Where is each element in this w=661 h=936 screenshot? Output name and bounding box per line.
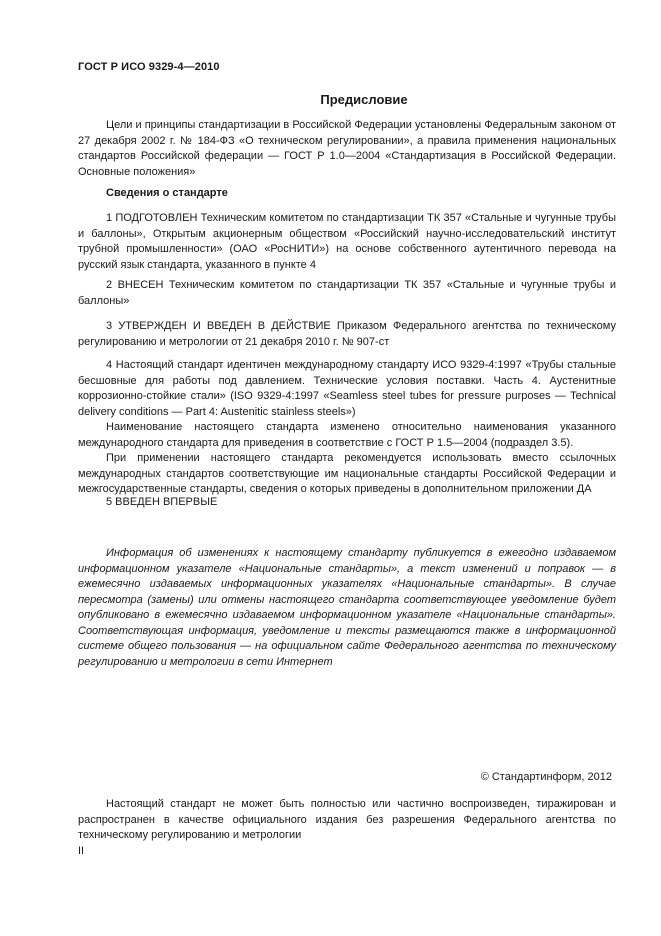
reproduction-rights [78, 797, 616, 844]
page-number: II [78, 845, 85, 857]
reproduction-rights-text: Настоящий стандарт не может быть полностью или частично воспроизведен, тиражирован и распространен в качестве официального издания без разрешения Федерального агентства по техническому регулированию и метрологии [78, 798, 616, 841]
standard-info-item-5-text: 5 ВВЕДЕН ВПЕРВЫЕ [106, 496, 218, 508]
standard-info-name-note: Наименование настоящего стандарта изменено относительно наименования указанного международного стандарта для приведения в соответствие с ГОСТ Р 1.5—2004 (подраздел 3.5). [78, 421, 616, 449]
foreword-intro-text: Цели и принципы стандартизации в Российской Федерации установлены Федеральным законом от 27 декабря 2002 г. № 184-ФЗ «О техническом регулировании», а правила применения национальных стандартов Российской федерации — ГОСТ Р 1.0—2004 «Стандартизация в Российской Федерации. Основные положения» [78, 119, 616, 178]
standard-info-item-1-text: 1 ПОДГОТОВЛЕН Техническим комитетом по стандартизации ТК 357 «Стальные и чугунные трубы и баллоны», Открытым акционерным обществом «Российский научно-исследовательский институт трубной промышленности» (ОАО «РосНИТИ») на основе собственного аутентичного перевода на русский язык стандарта, указанного в пункте 4 [78, 212, 616, 271]
standard-info-item-1 [78, 211, 616, 273]
foreword-title: Предисловие [320, 92, 408, 107]
copyright-line: © Стандартинформ, 2012 [480, 771, 612, 783]
standard-info-references-note: При применении настоящего стандарта рекомендуется использовать вместо ссылочных международных стандартов соответствующие им национальные стандарты Российской Федерации и межгосударственные стандарты, сведения о которых приведены в дополнительном приложении ДА [78, 452, 616, 495]
standard-info-item-3 [78, 319, 616, 350]
standard-info-item-4 [78, 358, 616, 498]
standard-info-item-4-text: 4 Настоящий стандарт идентичен международному стандарту ИСО 9329-4:1997 «Трубы стальные бесшовные для работы под давлением. Технические условия поставки. Часть 4. Аустенитные коррозионно-стойкие стали» (ISO 9329-4:1997 «Seamless steel tubes for pressure purposes — Technical delivery conditions — Part 4: Austenitic stainless steels») [78, 359, 616, 418]
standard-info-heading: Сведения о стандарте [106, 187, 228, 199]
foreword-intro [78, 118, 616, 180]
standard-info-item-2-text: 2 ВНЕСЕН Техническим комитетом по стандартизации ТК 357 «Стальные и чугунные трубы и баллоны» [78, 279, 616, 307]
standard-info-item-2 [78, 278, 616, 309]
standard-info-item-3-text: 3 УТВЕРЖДЕН И ВВЕДЕН В ДЕЙСТВИЕ Приказом Федерального агентства по техническому регулированию и метрологии от 21 декабря 2010 г. № 907-ст [78, 320, 616, 348]
document-id-header: ГОСТ Р ИСО 9329-4—2010 [78, 61, 220, 73]
amendments-notice [78, 546, 616, 670]
standard-info-item-5 [78, 495, 616, 511]
amendments-notice-text: Информация об изменениях к настоящему стандарту публикуется в ежегодно издаваемом информационном указателе «Национальные стандарты», а текст изменений и поправок — в ежемесячно издаваемых информационных указателях «Национальные стандарты». В случае пересмотра (замены) или отмены настоящего стандарта соответствующее уведомление будет опубликовано в ежемесячно издаваемом информационном указателе «Национальные стандарты». Соответствующая информация, уведомление и тексты размещаются также в информационной системе общего пользования — на официальном сайте Федерального агентства по техническому регулированию и метрологии в сети Интернет [78, 547, 616, 668]
